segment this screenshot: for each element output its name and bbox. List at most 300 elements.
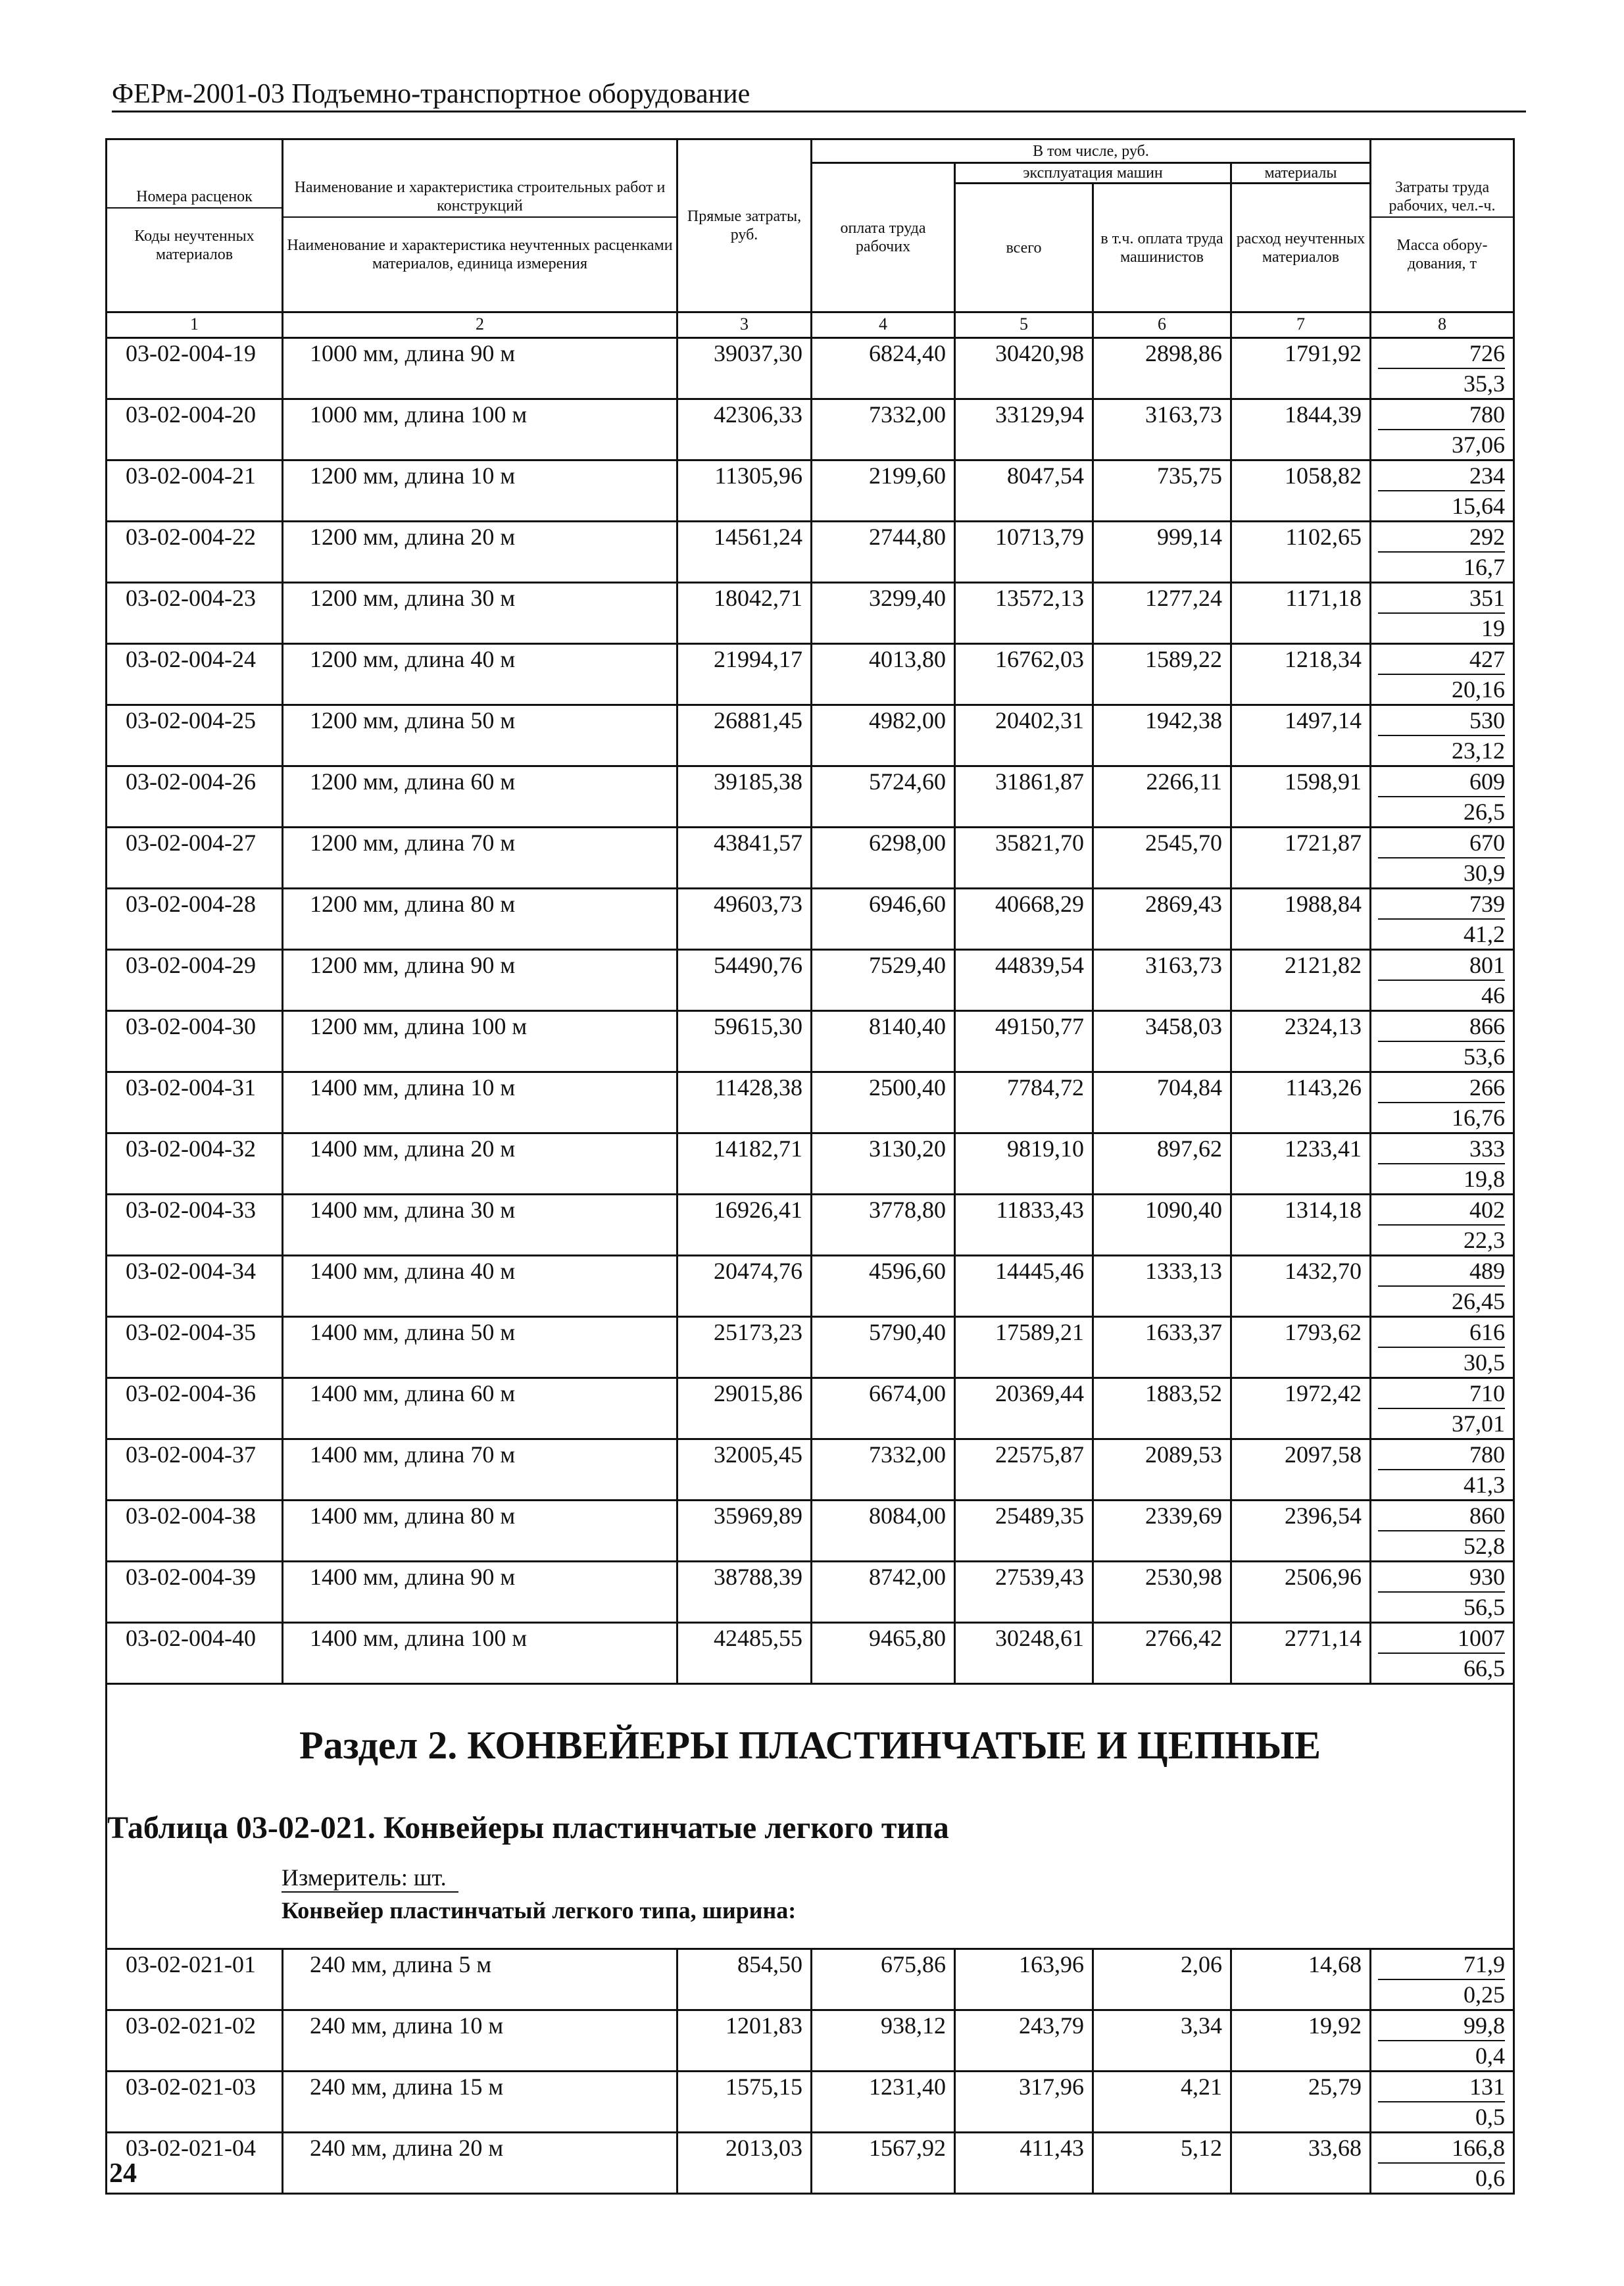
equipment-mass: 66,5: [1464, 1655, 1505, 1681]
col-number: 8: [1371, 312, 1514, 338]
direct-cost: 54490,76: [677, 950, 812, 1011]
equipment-mass: 23,12: [1452, 737, 1505, 764]
rate-code: 03-02-004-37: [107, 1439, 283, 1501]
machine-cost: 9819,10: [955, 1133, 1093, 1195]
labor-hours: 131: [1378, 2072, 1505, 2102]
labor-mass-cell: [1371, 1623, 1514, 1684]
labor-mass-cell: [1371, 2010, 1514, 2072]
rate-name: 1000 мм, длина 90 м: [283, 338, 677, 399]
rate-code: 03-02-004-40: [107, 1623, 283, 1684]
table-row: [107, 460, 1514, 522]
table-row: [107, 2010, 1514, 2072]
table-row: [107, 766, 1514, 828]
header-numbers-row: [107, 312, 1514, 338]
col-number: 2: [283, 312, 677, 338]
section-header-row: [107, 1684, 1514, 1949]
labor-cost: 1567,92: [812, 2133, 955, 2194]
direct-cost: 35969,89: [677, 1501, 812, 1562]
material-cost: 2396,54: [1231, 1501, 1371, 1562]
labor-hours: 780: [1378, 400, 1505, 430]
rate-code: 03-02-004-30: [107, 1011, 283, 1072]
rate-name: 1200 мм, длина 50 м: [283, 705, 677, 766]
header-col4: оплата труда рабочих: [812, 163, 955, 312]
direct-cost: 21994,17: [677, 644, 812, 705]
rate-name: 240 мм, длина 10 м: [283, 2010, 677, 2072]
material-cost: 1497,14: [1231, 705, 1371, 766]
direct-cost: 14182,71: [677, 1133, 812, 1195]
labor-hours: 99,8: [1378, 2011, 1505, 2041]
material-cost: 1102,65: [1231, 522, 1371, 583]
machine-cost: 163,96: [955, 1949, 1093, 2010]
equipment-mass: 56,5: [1464, 1594, 1505, 1620]
labor-mass-cell: [1371, 338, 1514, 399]
material-cost: 33,68: [1231, 2133, 1371, 2194]
direct-cost: 16926,41: [677, 1195, 812, 1256]
rate-name: 1200 мм, длина 60 м: [283, 766, 677, 828]
labor-mass-cell: [1371, 1378, 1514, 1439]
rate-name: 1200 мм, длина 30 м: [283, 583, 677, 644]
labor-hours: 333: [1378, 1134, 1505, 1164]
machine-cost: 27539,43: [955, 1562, 1093, 1623]
machine-cost: 49150,77: [955, 1011, 1093, 1072]
material-cost: 2324,13: [1231, 1011, 1371, 1072]
machine-cost: 10713,79: [955, 522, 1093, 583]
labor-mass-cell: [1371, 583, 1514, 644]
material-cost: 1988,84: [1231, 889, 1371, 950]
labor-hours: 739: [1378, 889, 1505, 920]
operator-cost: 2766,42: [1093, 1623, 1231, 1684]
labor-hours: 780: [1378, 1440, 1505, 1470]
header-row-1: [107, 139, 1514, 163]
operator-cost: 735,75: [1093, 460, 1231, 522]
labor-hours: 489: [1378, 1256, 1505, 1287]
rate-code: 03-02-021-04: [107, 2133, 283, 2194]
labor-mass-cell: [1371, 460, 1514, 522]
labor-cost: 4013,80: [812, 644, 955, 705]
rate-code: 03-02-004-32: [107, 1133, 283, 1195]
labor-hours: 234: [1378, 461, 1505, 491]
page-header: ФЕРм-2001-03 Подъемно-транспортное оборудование: [112, 78, 1526, 112]
material-cost: 1972,42: [1231, 1378, 1371, 1439]
labor-cost: 7332,00: [812, 399, 955, 460]
labor-hours: 670: [1378, 828, 1505, 858]
labor-cost: 6674,00: [812, 1378, 955, 1439]
machine-cost: 13572,13: [955, 583, 1093, 644]
operator-cost: 2545,70: [1093, 828, 1231, 889]
operator-cost: 2530,98: [1093, 1562, 1231, 1623]
equipment-mass: 20,16: [1452, 676, 1505, 703]
labor-mass-cell: [1371, 1011, 1514, 1072]
operator-cost: 1090,40: [1093, 1195, 1231, 1256]
rate-name: 1200 мм, длина 90 м: [283, 950, 677, 1011]
direct-cost: 11305,96: [677, 460, 812, 522]
rate-code: 03-02-004-23: [107, 583, 283, 644]
equipment-mass: 0,5: [1475, 2104, 1505, 2130]
rate-name: 1200 мм, длина 100 м: [283, 1011, 677, 1072]
table-row: [107, 889, 1514, 950]
table-row: [107, 2133, 1514, 2194]
equipment-mass: 52,8: [1464, 1533, 1505, 1559]
equipment-mass: 37,06: [1452, 432, 1505, 458]
machine-cost: 17589,21: [955, 1317, 1093, 1378]
operator-cost: 3163,73: [1093, 950, 1231, 1011]
direct-cost: 1201,83: [677, 2010, 812, 2072]
table-row: [107, 828, 1514, 889]
labor-hours: 930: [1378, 1562, 1505, 1593]
rate-code: 03-02-004-39: [107, 1562, 283, 1623]
labor-mass-cell: [1371, 1133, 1514, 1195]
table-row: [107, 950, 1514, 1011]
section-header: [107, 1684, 1514, 1949]
operator-cost: 2898,86: [1093, 338, 1231, 399]
direct-cost: 11428,38: [677, 1072, 812, 1133]
labor-cost: 8140,40: [812, 1011, 955, 1072]
labor-cost: 3778,80: [812, 1195, 955, 1256]
table-row: [107, 1072, 1514, 1133]
rate-code: 03-02-021-03: [107, 2072, 283, 2133]
material-cost: 25,79: [1231, 2072, 1371, 2133]
equipment-mass: 41,3: [1464, 1472, 1505, 1498]
table-row: [107, 1378, 1514, 1439]
rate-code: 03-02-004-35: [107, 1317, 283, 1378]
page-number: 24: [109, 2158, 137, 2189]
machine-cost: 44839,54: [955, 950, 1093, 1011]
rate-code: 03-02-004-36: [107, 1378, 283, 1439]
equipment-mass: 16,7: [1464, 554, 1505, 580]
direct-cost: 43841,57: [677, 828, 812, 889]
labor-cost: 6824,40: [812, 338, 955, 399]
operator-cost: 1942,38: [1093, 705, 1231, 766]
material-cost: 1233,41: [1231, 1133, 1371, 1195]
direct-cost: 20474,76: [677, 1256, 812, 1317]
header-col7: расход неучтенных материалов: [1231, 184, 1371, 312]
labor-mass-cell: [1371, 2072, 1514, 2133]
labor-mass-cell: [1371, 1439, 1514, 1501]
labor-cost: 3299,40: [812, 583, 955, 644]
machine-cost: 30420,98: [955, 338, 1093, 399]
direct-cost: 1575,15: [677, 2072, 812, 2133]
machine-cost: 20369,44: [955, 1378, 1093, 1439]
direct-cost: 25173,23: [677, 1317, 812, 1378]
operator-cost: 2339,69: [1093, 1501, 1231, 1562]
labor-mass-cell: [1371, 766, 1514, 828]
material-cost: 2506,96: [1231, 1562, 1371, 1623]
table-row: [107, 1195, 1514, 1256]
equipment-mass: 0,25: [1464, 1981, 1505, 2008]
material-cost: 19,92: [1231, 2010, 1371, 2072]
labor-cost: 4982,00: [812, 705, 955, 766]
rate-name: 240 мм, длина 5 м: [283, 1949, 677, 2010]
rate-code: 03-02-004-26: [107, 766, 283, 828]
labor-hours: 1007: [1378, 1624, 1505, 1654]
equipment-mass: 30,9: [1464, 860, 1505, 886]
equipment-mass: 15,64: [1452, 493, 1505, 519]
labor-mass-cell: [1371, 2133, 1514, 2194]
material-cost: 1721,87: [1231, 828, 1371, 889]
direct-cost: 26881,45: [677, 705, 812, 766]
labor-hours: 726: [1378, 339, 1505, 369]
rates-table: [105, 138, 1515, 2195]
rate-code: 03-02-004-27: [107, 828, 283, 889]
labor-hours: 710: [1378, 1379, 1505, 1409]
rate-code: 03-02-004-25: [107, 705, 283, 766]
material-cost: 1432,70: [1231, 1256, 1371, 1317]
labor-cost: 2744,80: [812, 522, 955, 583]
labor-hours: 266: [1378, 1073, 1505, 1103]
table-row: [107, 338, 1514, 399]
rate-code: 03-02-004-33: [107, 1195, 283, 1256]
header-col3: Прямые затраты, руб.: [677, 139, 812, 312]
rate-code: 03-02-021-02: [107, 2010, 283, 2072]
equipment-mass: 46: [1481, 982, 1505, 1008]
col-number: 1: [107, 312, 283, 338]
rate-name: 1400 мм, длина 50 м: [283, 1317, 677, 1378]
labor-cost: 6298,00: [812, 828, 955, 889]
labor-mass-cell: [1371, 950, 1514, 1011]
labor-mass-cell: [1371, 1317, 1514, 1378]
machine-cost: 20402,31: [955, 705, 1093, 766]
operator-cost: 3458,03: [1093, 1011, 1231, 1072]
rate-code: 03-02-004-31: [107, 1072, 283, 1133]
table-row: [107, 1011, 1514, 1072]
rate-name: 1200 мм, длина 10 м: [283, 460, 677, 522]
material-cost: 2121,82: [1231, 950, 1371, 1011]
labor-mass-cell: [1371, 399, 1514, 460]
labor-cost: 2199,60: [812, 460, 955, 522]
rate-code: 03-02-004-28: [107, 889, 283, 950]
direct-cost: 39037,30: [677, 338, 812, 399]
material-cost: 14,68: [1231, 1949, 1371, 2010]
equipment-mass: 41,2: [1464, 921, 1505, 947]
rate-name: 1400 мм, длина 70 м: [283, 1439, 677, 1501]
direct-cost: 14561,24: [677, 522, 812, 583]
table-row: [107, 2072, 1514, 2133]
header-col5: всего: [955, 184, 1093, 312]
labor-cost: 9465,80: [812, 1623, 955, 1684]
material-cost: 1791,92: [1231, 338, 1371, 399]
rate-code: 03-02-004-19: [107, 338, 283, 399]
rate-name: 240 мм, длина 20 м: [283, 2133, 677, 2194]
labor-hours: 292: [1378, 522, 1505, 553]
equipment-mass: 26,45: [1452, 1288, 1505, 1314]
header-col2: Наименование и характеристика строительных работ и конструкций Наименование и характеристика неучтенных расценками материалов, единица измерения: [283, 139, 677, 312]
material-cost: 1218,34: [1231, 644, 1371, 705]
labor-mass-cell: [1371, 522, 1514, 583]
equipment-mass: 53,6: [1464, 1043, 1505, 1070]
rate-code: 03-02-004-20: [107, 399, 283, 460]
direct-cost: 854,50: [677, 1949, 812, 2010]
table-row: [107, 1317, 1514, 1378]
table-row: [107, 1562, 1514, 1623]
machine-cost: 31861,87: [955, 766, 1093, 828]
labor-hours: 166,8: [1378, 2133, 1505, 2164]
labor-mass-cell: [1371, 1501, 1514, 1562]
direct-cost: 2013,03: [677, 2133, 812, 2194]
table-row: [107, 644, 1514, 705]
table-row: [107, 1949, 1514, 2010]
labor-hours: 860: [1378, 1501, 1505, 1531]
rate-code: 03-02-004-22: [107, 522, 283, 583]
col-number: 3: [677, 312, 812, 338]
rate-name: 1400 мм, длина 40 м: [283, 1256, 677, 1317]
rate-name: 1400 мм, длина 10 м: [283, 1072, 677, 1133]
machine-cost: 411,43: [955, 2133, 1093, 2194]
direct-cost: 32005,45: [677, 1439, 812, 1501]
direct-cost: 38788,39: [677, 1562, 812, 1623]
rate-name: 1400 мм, длина 30 м: [283, 1195, 677, 1256]
direct-cost: 18042,71: [677, 583, 812, 644]
machine-cost: 243,79: [955, 2010, 1093, 2072]
equipment-mass: 37,01: [1452, 1410, 1505, 1437]
rate-name: 1400 мм, длина 80 м: [283, 1501, 677, 1562]
rate-name: 1000 мм, длина 100 м: [283, 399, 677, 460]
machine-cost: 35821,70: [955, 828, 1093, 889]
machine-cost: 30248,61: [955, 1623, 1093, 1684]
labor-hours: 351: [1378, 584, 1505, 614]
table-row: [107, 1439, 1514, 1501]
equipment-mass: 19,8: [1464, 1166, 1505, 1192]
operator-cost: 897,62: [1093, 1133, 1231, 1195]
equipment-mass: 0,6: [1475, 2165, 1505, 2191]
machine-cost: 14445,46: [955, 1256, 1093, 1317]
material-cost: 1598,91: [1231, 766, 1371, 828]
material-cost: 1143,26: [1231, 1072, 1371, 1133]
equipment-mass: 16,76: [1452, 1105, 1505, 1131]
labor-cost: 675,86: [812, 1949, 955, 2010]
table-row: [107, 399, 1514, 460]
section-title: Раздел 2. КОНВЕЙЕРЫ ПЛАСТИНЧАТЫЕ И ЦЕПНЫЕ: [299, 1724, 1321, 1767]
operator-cost: 1277,24: [1093, 583, 1231, 644]
labor-hours: 402: [1378, 1195, 1505, 1226]
rate-code: 03-02-004-29: [107, 950, 283, 1011]
header-col8: Затраты труда рабочих, чел.-ч. Масса обору-дования, т: [1371, 139, 1514, 312]
equipment-mass: 22,3: [1464, 1227, 1505, 1253]
direct-cost: 29015,86: [677, 1378, 812, 1439]
col-number: 6: [1093, 312, 1231, 338]
direct-cost: 42485,55: [677, 1623, 812, 1684]
labor-hours: 71,9: [1378, 1950, 1505, 1980]
operator-cost: 704,84: [1093, 1072, 1231, 1133]
labor-cost: 1231,40: [812, 2072, 955, 2133]
rate-code: 03-02-004-21: [107, 460, 283, 522]
rate-name: 1400 мм, длина 100 м: [283, 1623, 677, 1684]
rate-name: 1400 мм, длина 60 м: [283, 1378, 677, 1439]
labor-hours: 609: [1378, 767, 1505, 797]
machine-cost: 33129,94: [955, 399, 1093, 460]
table-row: [107, 1501, 1514, 1562]
equipment-mass: 0,4: [1475, 2043, 1505, 2069]
operator-cost: 3163,73: [1093, 399, 1231, 460]
labor-cost: 2500,40: [812, 1072, 955, 1133]
labor-cost: 7529,40: [812, 950, 955, 1011]
machine-cost: 16762,03: [955, 644, 1093, 705]
machine-cost: 11833,43: [955, 1195, 1093, 1256]
direct-cost: 42306,33: [677, 399, 812, 460]
operator-cost: 2266,11: [1093, 766, 1231, 828]
labor-mass-cell: [1371, 705, 1514, 766]
labor-cost: 7332,00: [812, 1439, 955, 1501]
operator-cost: 2089,53: [1093, 1439, 1231, 1501]
equipment-mass: 26,5: [1464, 799, 1505, 825]
table-title: Таблица 03-02-021. Конвейеры пластинчатые легкого типа: [107, 1810, 949, 1845]
operator-cost: 4,21: [1093, 2072, 1231, 2133]
machine-cost: 7784,72: [955, 1072, 1093, 1133]
col-number: 4: [812, 312, 955, 338]
table-row: [107, 1256, 1514, 1317]
direct-cost: 49603,73: [677, 889, 812, 950]
machine-cost: 22575,87: [955, 1439, 1093, 1501]
machine-cost: 8047,54: [955, 460, 1093, 522]
labor-cost: 8084,00: [812, 1501, 955, 1562]
labor-cost: 6946,60: [812, 889, 955, 950]
rate-code: 03-02-004-34: [107, 1256, 283, 1317]
rate-name: 1200 мм, длина 40 м: [283, 644, 677, 705]
operator-cost: 2869,43: [1093, 889, 1231, 950]
material-cost: 1844,39: [1231, 399, 1371, 460]
labor-mass-cell: [1371, 889, 1514, 950]
labor-mass-cell: [1371, 828, 1514, 889]
equipment-mass: 19: [1481, 615, 1505, 641]
rate-code: 03-02-004-38: [107, 1501, 283, 1562]
header-materials: материалы: [1231, 163, 1371, 184]
labor-mass-cell: [1371, 1949, 1514, 2010]
labor-cost: 938,12: [812, 2010, 955, 2072]
header-group: В том числе, руб.: [812, 139, 1371, 163]
table-row: [107, 705, 1514, 766]
col-number: 7: [1231, 312, 1371, 338]
labor-hours: 616: [1378, 1318, 1505, 1348]
header-machines: эксплуатация машин: [955, 163, 1231, 184]
equipment-mass: 30,5: [1464, 1349, 1505, 1376]
labor-cost: 4596,60: [812, 1256, 955, 1317]
rate-code: 03-02-021-01: [107, 1949, 283, 2010]
labor-hours: 427: [1378, 645, 1505, 675]
material-cost: 2771,14: [1231, 1623, 1371, 1684]
rate-name: 1400 мм, длина 90 м: [283, 1562, 677, 1623]
rate-name: 1200 мм, длина 20 м: [283, 522, 677, 583]
rate-name: 1400 мм, длина 20 м: [283, 1133, 677, 1195]
table-row: [107, 522, 1514, 583]
material-cost: 1314,18: [1231, 1195, 1371, 1256]
machine-cost: 317,96: [955, 2072, 1093, 2133]
machine-cost: 40668,29: [955, 889, 1093, 950]
labor-mass-cell: [1371, 644, 1514, 705]
rate-name: 240 мм, длина 15 м: [283, 2072, 677, 2133]
operator-cost: 5,12: [1093, 2133, 1231, 2194]
header-col1: Номера расценок Коды неучтенных материалов: [107, 139, 283, 312]
operator-cost: 2,06: [1093, 1949, 1231, 2010]
operator-cost: 1633,37: [1093, 1317, 1231, 1378]
direct-cost: 59615,30: [677, 1011, 812, 1072]
rate-code: 03-02-004-24: [107, 644, 283, 705]
labor-mass-cell: [1371, 1562, 1514, 1623]
labor-cost: 8742,00: [812, 1562, 955, 1623]
labor-hours: 530: [1378, 706, 1505, 736]
labor-cost: 3130,20: [812, 1133, 955, 1195]
material-cost: 1058,82: [1231, 460, 1371, 522]
machine-cost: 25489,35: [955, 1501, 1093, 1562]
operator-cost: 999,14: [1093, 522, 1231, 583]
rate-name: 1200 мм, длина 80 м: [283, 889, 677, 950]
rate-name: 1200 мм, длина 70 м: [283, 828, 677, 889]
operator-cost: 3,34: [1093, 2010, 1231, 2072]
header-col6: в т.ч. оплата труда машинистов: [1093, 184, 1231, 312]
material-cost: 2097,58: [1231, 1439, 1371, 1501]
labor-hours: 866: [1378, 1012, 1505, 1042]
operator-cost: 1883,52: [1093, 1378, 1231, 1439]
table-row: [107, 583, 1514, 644]
table-row: [107, 1133, 1514, 1195]
